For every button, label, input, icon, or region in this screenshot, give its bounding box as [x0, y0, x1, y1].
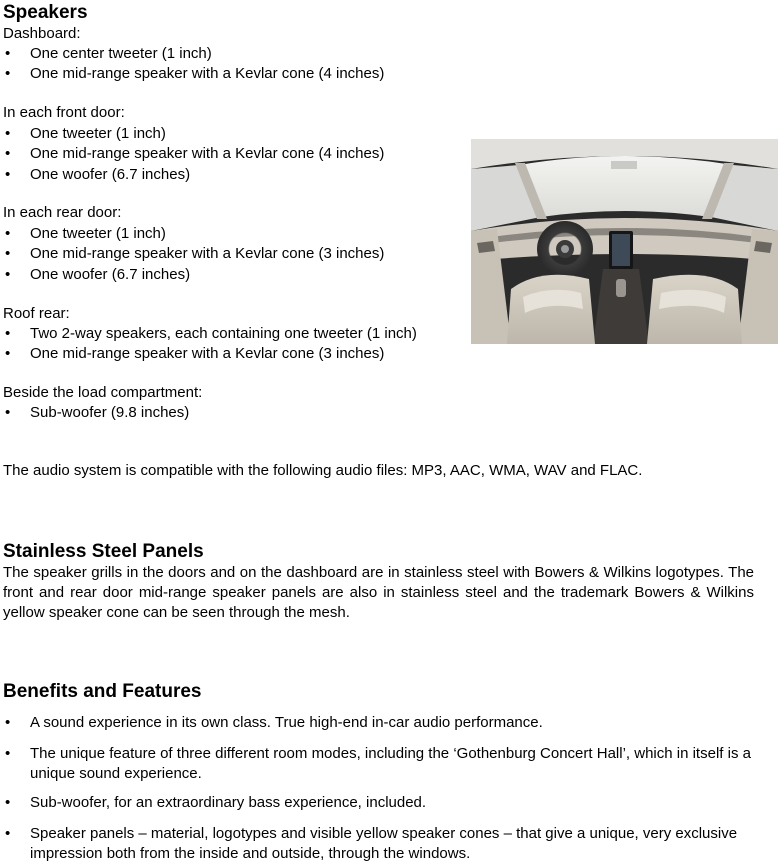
list-item: One mid-range speaker with a Kevlar cone (3 inches): [30, 245, 385, 262]
bullet-icon: •: [5, 45, 11, 62]
bullet-icon: •: [5, 745, 11, 762]
bullet-icon: •: [5, 404, 11, 421]
group-label-roof-rear: Roof rear:: [3, 305, 70, 322]
bullet-icon: •: [5, 794, 11, 811]
bullet-icon: •: [5, 225, 11, 242]
list-item: One mid-range speaker with a Kevlar cone (4 inches): [30, 145, 385, 162]
list-item: Sub-woofer (9.8 inches): [30, 404, 190, 421]
list-item: The unique feature of three different room modes, including the ‘Gothenburg Concert Hall’, which in itself is a unique sound experience.: [30, 745, 751, 782]
section-title-benefits: Benefits and Features: [3, 681, 202, 702]
bullet-icon: •: [5, 245, 11, 262]
bullet-icon: •: [5, 345, 11, 362]
bullet-icon: •: [5, 166, 11, 183]
audio-compatibility-note: The audio system is compatible with the following audio files: MP3, AAC, WMA, WAV and FLAC.: [3, 462, 643, 479]
list-item: One tweeter (1 inch): [30, 225, 166, 242]
list-item: One mid-range speaker with a Kevlar cone (4 inches): [30, 65, 385, 82]
list-item: One mid-range speaker with a Kevlar cone (3 inches): [30, 345, 385, 362]
list-item: A sound experience in its own class. True high-end in-car audio performance.: [30, 714, 543, 731]
list-item: One tweeter (1 inch): [30, 125, 166, 142]
car-interior-photo: [471, 139, 778, 344]
bullet-icon: •: [5, 145, 11, 162]
section-title-panels: Stainless Steel Panels: [3, 541, 204, 562]
bullet-icon: •: [5, 266, 11, 283]
list-item: One center tweeter (1 inch): [30, 45, 212, 62]
group-label-load-compartment: Beside the load compartment:: [3, 384, 203, 401]
section-title-speakers: Speakers: [3, 2, 88, 23]
group-label-front-door: In each front door:: [3, 104, 125, 121]
bullet-icon: •: [5, 714, 11, 731]
bullet-icon: •: [5, 825, 11, 842]
list-item: Sub-woofer, for an extraordinary bass experience, included.: [30, 794, 427, 811]
list-item: One woofer (6.7 inches): [30, 166, 191, 183]
panels-paragraph: The speaker grills in the doors and on the dashboard are in stainless steel with Bowers & Wilkins logotypes. The front and rear door mid-range speaker panels are also in stainless steel and the trademark Bowers & Wilkins yellow speaker cone can be seen through the mesh.: [3, 564, 754, 621]
bullet-icon: •: [5, 65, 11, 82]
bullet-icon: •: [5, 125, 11, 142]
group-label-dashboard: Dashboard:: [3, 25, 81, 42]
list-item: Two 2-way speakers, each containing one tweeter (1 inch): [30, 325, 417, 342]
bullet-icon: •: [5, 325, 11, 342]
list-item: Speaker panels – material, logotypes and visible yellow speaker cones – that give a unique, very exclusive impression both from the inside and outside, through the windows.: [30, 825, 738, 862]
group-label-rear-door: In each rear door:: [3, 204, 122, 221]
list-item: One woofer (6.7 inches): [30, 266, 191, 283]
